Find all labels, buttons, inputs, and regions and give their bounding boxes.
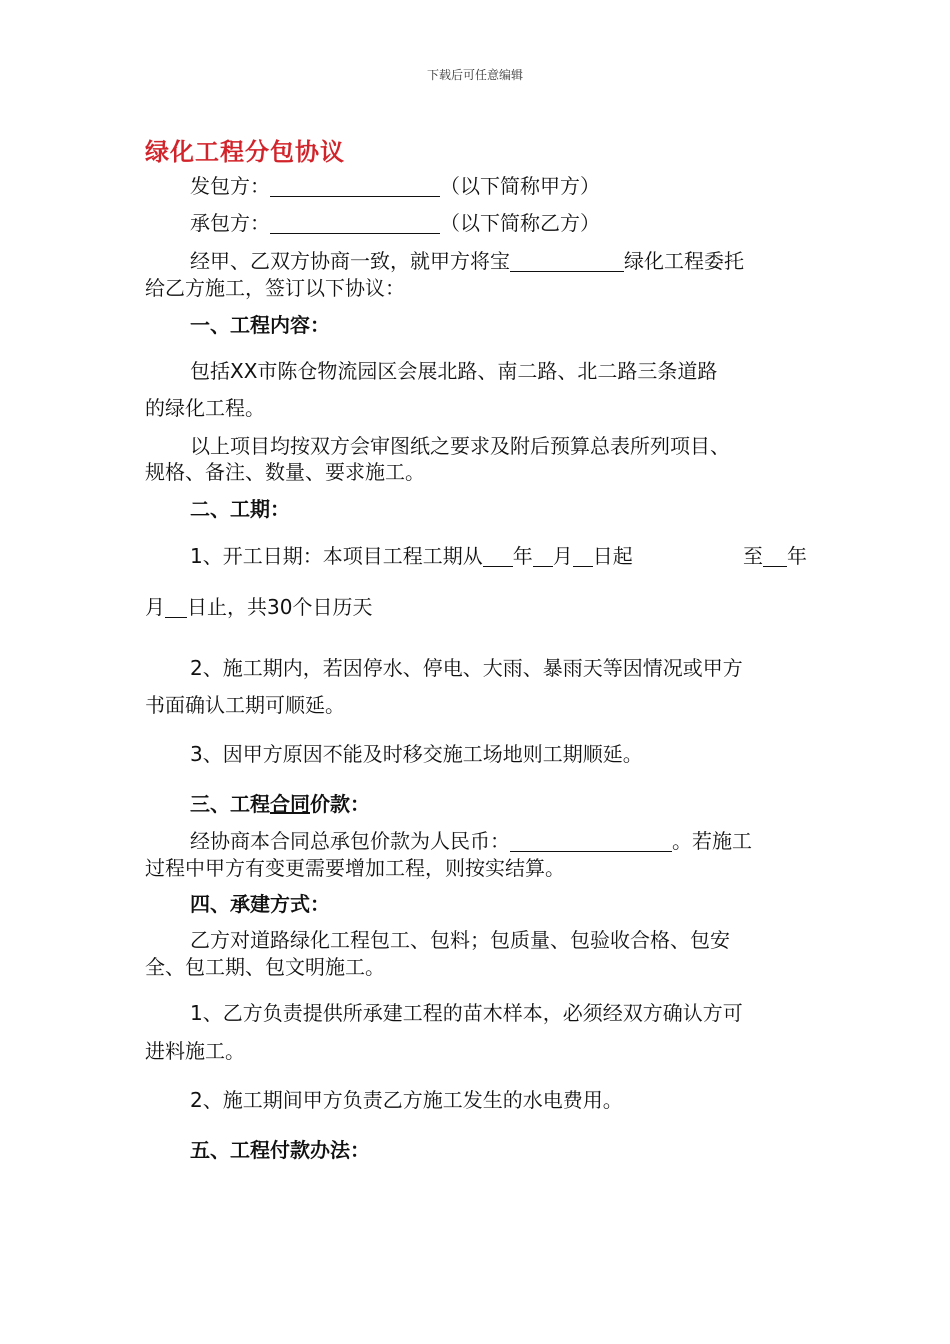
duration-text: 日止，共30个日历天	[187, 595, 373, 619]
contract-link[interactable]: 合同	[270, 792, 310, 816]
section5-heading: 五、工程付款办法：	[190, 1138, 370, 1162]
party-a-suffix: （以下简称甲方）	[440, 174, 600, 198]
intro-text-post: 绿化工程委托	[624, 249, 744, 273]
document-title: 绿化工程分包协议	[145, 138, 345, 166]
price-text-post: 。若施工	[672, 829, 752, 853]
end-day-blank	[165, 595, 187, 618]
intro-text-pre: 经甲、乙双方协商一致，就甲方将宝	[190, 249, 510, 273]
section3-heading-post: 价款：	[310, 792, 370, 816]
party-b-suffix: （以下简称乙方）	[440, 211, 600, 235]
intro-line-2: 给乙方施工，签订以下协议：	[145, 276, 405, 300]
section4-item2: 2、施工期间甲方负责乙方施工发生的水电费用。	[190, 1088, 623, 1112]
section1-p1-line2: 的绿化工程。	[145, 396, 265, 420]
section2-item2-line2: 书面确认工期可顺延。	[145, 693, 345, 717]
party-a-label: 发包方：	[190, 174, 270, 198]
party-b-label: 承包方：	[190, 211, 270, 235]
section4-item1-line2: 进料施工。	[145, 1039, 245, 1063]
section1-p1-line1: 包括XX市陈仓物流园区会展北路、南二路、北二路三条道路	[190, 359, 718, 383]
start-month-blank	[533, 544, 553, 567]
end-month-unit: 月	[145, 595, 165, 619]
section4-p1-line2: 全、包工期、包文明施工。	[145, 955, 385, 979]
section2-heading: 二、工期：	[190, 497, 290, 521]
section4-p1-line1: 乙方对道路绿化工程包工、包料；包质量、包验收合格、包安	[190, 928, 730, 952]
party-a-blank	[270, 174, 440, 197]
section1-p2-line2: 规格、备注、数量、要求施工。	[145, 460, 425, 484]
schedule-line	[190, 539, 807, 573]
header-note: 下载后可任意编辑	[426, 68, 523, 82]
section3-heading	[190, 787, 807, 821]
start-year-unit: 年	[512, 544, 533, 568]
section2-item2-line1: 2、施工期内，若因停水、停电、大雨、暴雨天等因情况或甲方	[190, 656, 743, 680]
schedule-text: 1、开工日期：本项目工程工期从	[190, 544, 483, 568]
start-day-blank	[573, 544, 593, 567]
party-b-blank	[270, 211, 440, 234]
start-year-blank	[483, 544, 513, 567]
schedule-to: 至	[743, 544, 763, 568]
section4-item1-line1: 1、乙方负责提供所承建工程的苗木样本，必须经双方确认方可	[190, 1001, 743, 1025]
section4-heading: 四、承建方式：	[190, 892, 330, 916]
end-year-blank	[763, 544, 787, 567]
party-b-line	[190, 206, 807, 240]
start-month-unit: 月	[552, 544, 573, 568]
schedule-line-2	[145, 590, 807, 624]
price-text: 经协商本合同总承包价款为人民币：	[190, 829, 510, 853]
section1-heading: 一、工程内容：	[190, 313, 330, 337]
project-name-blank	[510, 249, 624, 272]
end-year-unit: 年	[787, 544, 807, 568]
section3-heading-pre: 三、工程	[190, 792, 270, 816]
start-day-unit: 日起	[592, 544, 633, 568]
section3-line2: 过程中甲方有变更需要增加工程，则按实结算。	[145, 856, 565, 880]
price-blank	[510, 829, 672, 852]
section1-p2-line1: 以上项目均按双方会审图纸之要求及附后预算总表所列项目、	[190, 434, 730, 458]
party-a-line	[190, 169, 807, 203]
section2-item3: 3、因甲方原因不能及时移交施工场地则工期顺延。	[190, 742, 643, 766]
